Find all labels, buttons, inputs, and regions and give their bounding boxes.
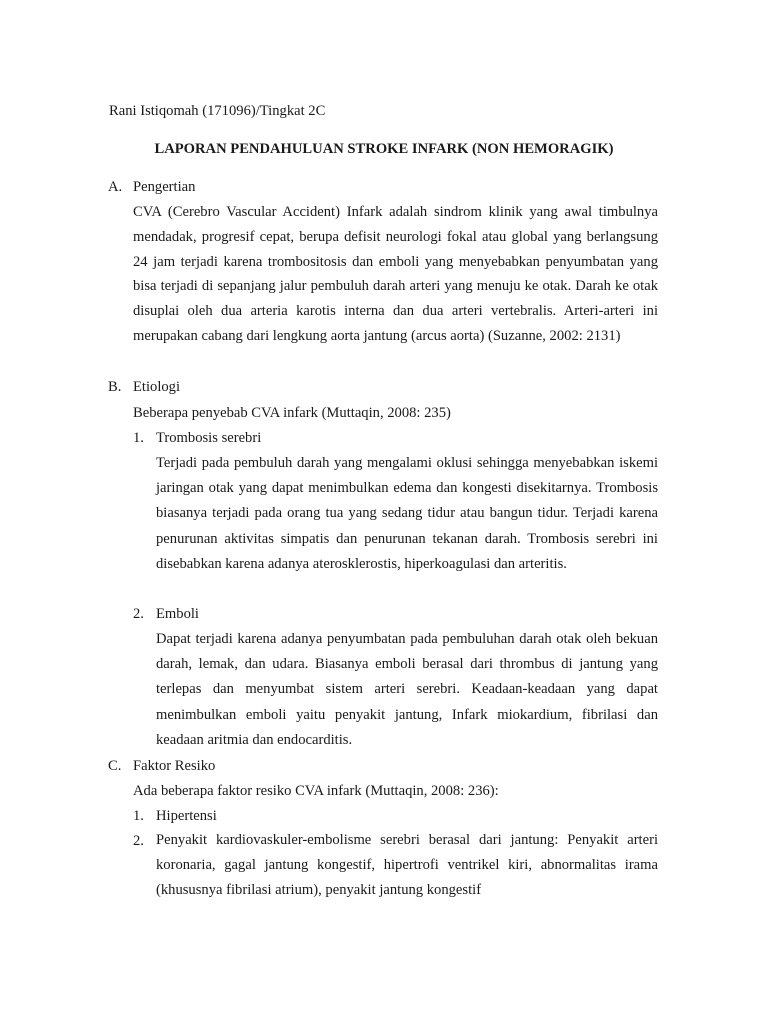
section-c-heading: Faktor Resiko: [133, 758, 216, 774]
item-c2-number: 2.: [133, 833, 144, 849]
section-c-intro: Ada beberapa faktor resiko CVA infark (Muttaqin, 2008: 236):: [133, 783, 499, 799]
item-b2-number: 2.: [133, 606, 144, 622]
item-b2-paragraph: Dapat terjadi karena adanya penyumbatan pada pembuluhan darah otak oleh bekuan darah, lemak, dan udara. Biasanya emboli berasal dari thrombus di jantung yang terlepas dan menyumbat sistem arteri serebri. Keadaan-keadaan yang dapat menimbulkan emboli yaitu penyakit jantung, Infark miokardium, fibrilasi dan keadaan aritmia dan endocarditis.: [156, 631, 658, 748]
item-c1-number: 1.: [133, 808, 144, 824]
item-b1-paragraph: Terjadi pada pembuluh darah yang mengalami oklusi sehingga menyebabkan iskemi jaringan otak yang dapat menimbulkan edema dan kongesti disekitarnya. Trombosis biasanya terjadi pada orang tua yang sedang tidur atau bangun tidur. Terjadi karena penurunan aktivitas simpatis dan penurunan tekanan darah. Trombosis serebri ini disebabkan karena adanya aterosklerostis, hiperkoagulasi dan arteritis.: [156, 455, 658, 572]
item-c1-title: Hipertensi: [156, 808, 217, 824]
author-line: Rani Istiqomah (171096)/Tingkat 2C: [109, 103, 326, 119]
section-a-heading: Pengertian: [133, 179, 196, 195]
section-a-marker: A.: [108, 179, 123, 195]
section-a-paragraph: CVA (Cerebro Vascular Accident) Infark adalah sindrom klinik yang awal timbulnya mendadak, progresif cepat, berupa defisit neurologi fokal atau global yang berlangsung 24 jam terjadi karena trombositosis dan emboli yang menyebabkan penyumbatan yang bisa terjadi di sepanjang jalur pembuluh darah arteri yang menuju ke otak. Darah ke otak disuplai oleh dua arteria karotis interna dan dua arteri vertebralis. Arteri-arteri ini merupakan cabang dari lengkung aorta jantung (arcus aorta) (Suzanne, 2002: 2131): [133, 204, 658, 344]
document-title: LAPORAN PENDAHULUAN STROKE INFARK (NON HEMORAGIK): [154, 141, 614, 157]
section-c-marker: C.: [108, 758, 122, 774]
item-c2-paragraph: Penyakit kardiovaskuler-embolisme serebri berasal dari jantung: Penyakit arteri koronaria, gagal jantung kongestif, hipertrofi ventrikel kiri, abnormalitas irama (khususnya fibrilasi atrium), penyakit jantung kongestif: [156, 832, 658, 899]
section-b-marker: B.: [108, 379, 122, 395]
section-b-heading: Etiologi: [133, 379, 181, 395]
item-b2-title: Emboli: [156, 606, 199, 622]
item-b1-title: Trombosis serebri: [156, 430, 262, 446]
section-b-intro: Beberapa penyebab CVA infark (Muttaqin, 2008: 235): [133, 405, 451, 421]
item-b1-number: 1.: [133, 430, 144, 446]
